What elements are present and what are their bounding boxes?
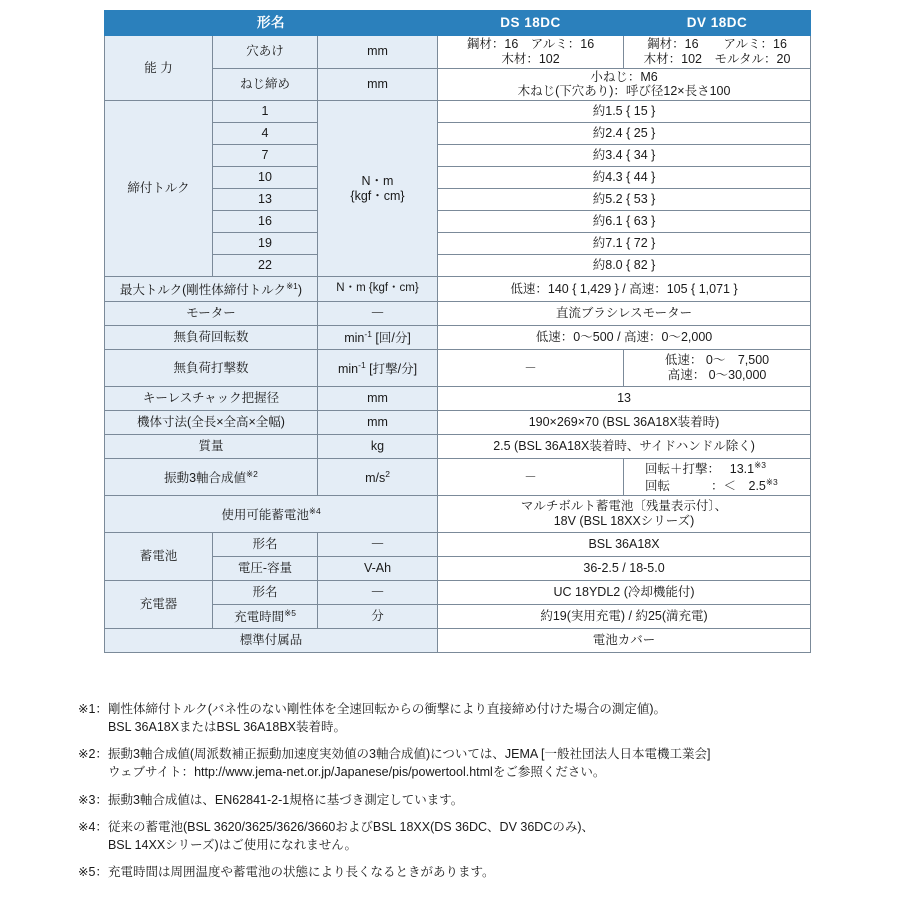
vibration-note-mark: ※2: [246, 468, 258, 479]
dimensions-unit: mm: [318, 411, 438, 435]
footnote-4-mark: ※4：: [78, 819, 108, 834]
max-torque-note-mark: ※1: [286, 280, 298, 291]
torque-step: 13: [213, 189, 318, 211]
torque-step: 22: [213, 255, 318, 277]
weight-unit: kg: [318, 435, 438, 459]
no-load-rpm-label: 無負荷回転数: [105, 326, 318, 350]
no-load-bpm-unit: $\min^{-1}$ [打撃/分]: [318, 350, 438, 387]
footnote-1-body: [108, 700, 888, 736]
footnote-1-line1: 剛性体締付トルク(バネ性のない剛性体を全速回転からの衝撃により直接締め付けた場合の測定値)。: [107, 702, 667, 716]
table-row: [105, 411, 811, 435]
no-load-bpm-dv-line1: 低速： 0～ 7,500: [664, 353, 770, 368]
vibration-ds-value: －: [438, 459, 624, 496]
charger-model-unit: －: [318, 581, 438, 605]
table-row: [105, 350, 811, 387]
charger-time-note-mark: ※5: [284, 608, 296, 619]
torque-step: 16: [213, 211, 318, 233]
screw-value: [438, 68, 811, 101]
torque-value: 約1.5 { 15 }: [438, 101, 811, 123]
footnote-5: [78, 863, 888, 881]
footnote-2-mark: ※2：: [78, 747, 108, 762]
footnote-3-mark: ※3：: [78, 792, 108, 807]
charger-model-value: UC 18YDL2 (冷却機能付): [438, 581, 811, 605]
charger-time-value: 約19(実用充電) / 約25(満充電): [438, 605, 811, 629]
max-torque-unit: N・m {kgf・cm}: [318, 277, 438, 302]
torque-value: 約4.3 { 44 }: [438, 167, 811, 189]
battery-group-label: 蓄電池: [105, 533, 213, 581]
charger-model-label: 形名: [213, 581, 318, 605]
table-row: [105, 302, 811, 326]
battery-model-value: BSL 36A18X: [438, 533, 811, 557]
no-load-rpm-value: 低速：0～500 / 高速：0～2,000: [438, 326, 811, 350]
torque-unit-line1: N・m: [361, 173, 394, 188]
accessories-label: 標準付属品: [105, 629, 438, 653]
table-row: [105, 36, 811, 69]
vibration-label: 振動3軸合成値$^{※2}$: [105, 459, 318, 496]
footnote-2: [78, 745, 888, 781]
usable-battery-value: [438, 496, 811, 533]
torque-step: 1: [213, 101, 318, 123]
footnote-2-body: [108, 745, 888, 781]
torque-value: 約8.0 { 82 }: [438, 255, 811, 277]
header-model-label: 形名: [105, 11, 438, 36]
motor-value: 直流ブラシレスモーター: [438, 302, 811, 326]
table-header-row: [105, 11, 811, 36]
dimensions-value: 190×269×70 (BSL 36A18X装着時): [438, 411, 811, 435]
screw-label: ねじ締め: [213, 68, 318, 101]
specification-table: [104, 10, 811, 653]
footnotes: [78, 700, 888, 890]
header-col-ds: DS 18DC: [438, 11, 624, 36]
motor-label: モーター: [105, 302, 318, 326]
footnote-4: [78, 818, 888, 854]
footnote-3-body: [108, 791, 888, 809]
table-row: [105, 277, 811, 302]
torque-unit: [318, 101, 438, 277]
no-load-rpm-unit: $\min^{-1}$ [回/分]: [318, 326, 438, 350]
drilling-unit: mm: [318, 36, 438, 69]
usable-battery-note-mark: ※4: [308, 505, 321, 516]
table-row: [105, 435, 811, 459]
footnote-3: [78, 791, 888, 809]
max-torque-label: 最大トルク(剛性体締付トルク$^{※1}$): [105, 277, 318, 302]
max-torque-value: 低速：140 { 1,429 } / 高速：105 { 1,071 }: [438, 277, 811, 302]
torque-value: 約7.1 { 72 }: [438, 233, 811, 255]
screw-line1: 小ねじ：M6: [590, 69, 658, 84]
torque-value: 約2.4 { 25 }: [438, 123, 811, 145]
screw-line2: 木ねじ(下穴あり)：呼び径12×長さ100: [517, 84, 731, 99]
accessories-value: 電池カバー: [438, 629, 811, 653]
table-row: [105, 533, 811, 557]
drilling-dv-line2: 木材：102 モルタル：20: [643, 51, 791, 66]
footnote-4-line2: BSL 14XXシリーズ)はご使用になれません。: [107, 837, 357, 852]
chuck-value: 13: [438, 387, 811, 411]
dimensions-label: 機体寸法(全長×全高×全幅): [105, 411, 318, 435]
footnote-2-line2: ウェブサイト：http://www.jema-net.or.jp/Japanese/pis/powertool.htmlをご参照ください。: [107, 765, 606, 780]
footnote-2-line1: 振動3軸合成値(周派数補正振動加速度実効値の3軸合成値)については、JEMA [一般社団法人日本電機工業会]: [107, 747, 711, 762]
motor-unit: －: [318, 302, 438, 326]
drilling-label: 穴あけ: [213, 36, 318, 69]
drilling-dv-value: [624, 36, 811, 69]
vibration-unit: $m/s^2$: [318, 459, 438, 496]
drilling-ds-line2: 木材：102: [501, 51, 560, 66]
table-row: [105, 459, 811, 496]
torque-step: 19: [213, 233, 318, 255]
table-row: [105, 496, 811, 533]
torque-group-label: 締付トルク: [105, 101, 213, 277]
torque-value: 約5.2 { 53 }: [438, 189, 811, 211]
table-row: [105, 326, 811, 350]
torque-value: 約6.1 { 63 }: [438, 211, 811, 233]
table-row: [105, 101, 811, 123]
no-load-bpm-dv-line2: 高速： 0～30,000: [667, 368, 767, 382]
battery-model-label: 形名: [213, 533, 318, 557]
weight-value: 2.5 (BSL 36A18X装着時、サイドハンドル除く): [438, 435, 811, 459]
charger-group-label: 充電器: [105, 581, 213, 629]
drilling-dv-line1: 鋼材：16 アルミ：16: [647, 37, 787, 51]
footnote-1-line2: BSL 36A18XまたはBSL 36A18BX装着時。: [107, 720, 347, 735]
chuck-unit: mm: [318, 387, 438, 411]
capability-group-label: 能 力: [105, 36, 213, 101]
battery-voltage-value: 36-2.5 / 18-5.0: [438, 557, 811, 581]
footnote-1-mark: ※1：: [78, 702, 108, 716]
torque-step: 4: [213, 123, 318, 145]
battery-model-unit: －: [318, 533, 438, 557]
torque-step: 7: [213, 145, 318, 167]
chuck-label: キーレスチャック把握径: [105, 387, 318, 411]
table-row: [105, 581, 811, 605]
no-load-bpm-dv-value: [624, 350, 811, 387]
footnote-4-body: [108, 818, 888, 854]
drilling-ds-value: [438, 36, 624, 69]
footnote-5-mark: ※5：: [78, 864, 108, 879]
footnote-5-body: [108, 863, 888, 881]
vibration-dv-value: [624, 459, 811, 496]
table-row: [105, 387, 811, 411]
footnote-1: [78, 700, 888, 736]
drilling-ds-line1: 鋼材：16 アルミ：16: [466, 37, 595, 51]
torque-unit-line2: {kgf・cm}: [350, 188, 405, 203]
no-load-bpm-label: 無負荷打撃数: [105, 350, 318, 387]
usable-battery-label: 使用可能蓄電池$^{※4}$: [105, 496, 438, 533]
charger-time-unit: 分: [318, 605, 438, 629]
footnote-5-line1: 充電時間は周囲温度や蓄電池の状態により長くなるときがあります。: [107, 864, 495, 879]
table-row: [105, 629, 811, 653]
weight-label: 質量: [105, 435, 318, 459]
footnote-3-line1: 振動3軸合成値は、EN62841-2-1規格に基づき測定しています。: [107, 792, 464, 807]
no-load-bpm-ds-value: －: [438, 350, 624, 387]
screw-unit: mm: [318, 68, 438, 101]
usable-battery-line1: マルチボルト蓄電池〔残量表示付〕、: [520, 499, 728, 514]
charger-time-label: 充電時間$^{※5}$: [213, 605, 318, 629]
battery-voltage-label: 電圧-容量: [213, 557, 318, 581]
vibration-dv-line1: 回転＋打撃： 13.1$^{※3}$: [645, 460, 766, 477]
footnote-4-line1: 従来の蓄電池(BSL 3620/3625/3626/3660およびBSL 18XX(DS 36DC、DV 36DCのみ)、: [107, 819, 595, 834]
usable-battery-line2: 18V (BSL 18XXシリーズ): [553, 514, 695, 528]
torque-value: 約3.4 { 34 }: [438, 145, 811, 167]
torque-step: 10: [213, 167, 318, 189]
battery-voltage-unit: V-Ah: [318, 557, 438, 581]
header-col-dv: DV 18DC: [624, 11, 811, 36]
vibration-dv-line2: 回転 ：＜ $2.5^{※3}$: [645, 477, 778, 494]
